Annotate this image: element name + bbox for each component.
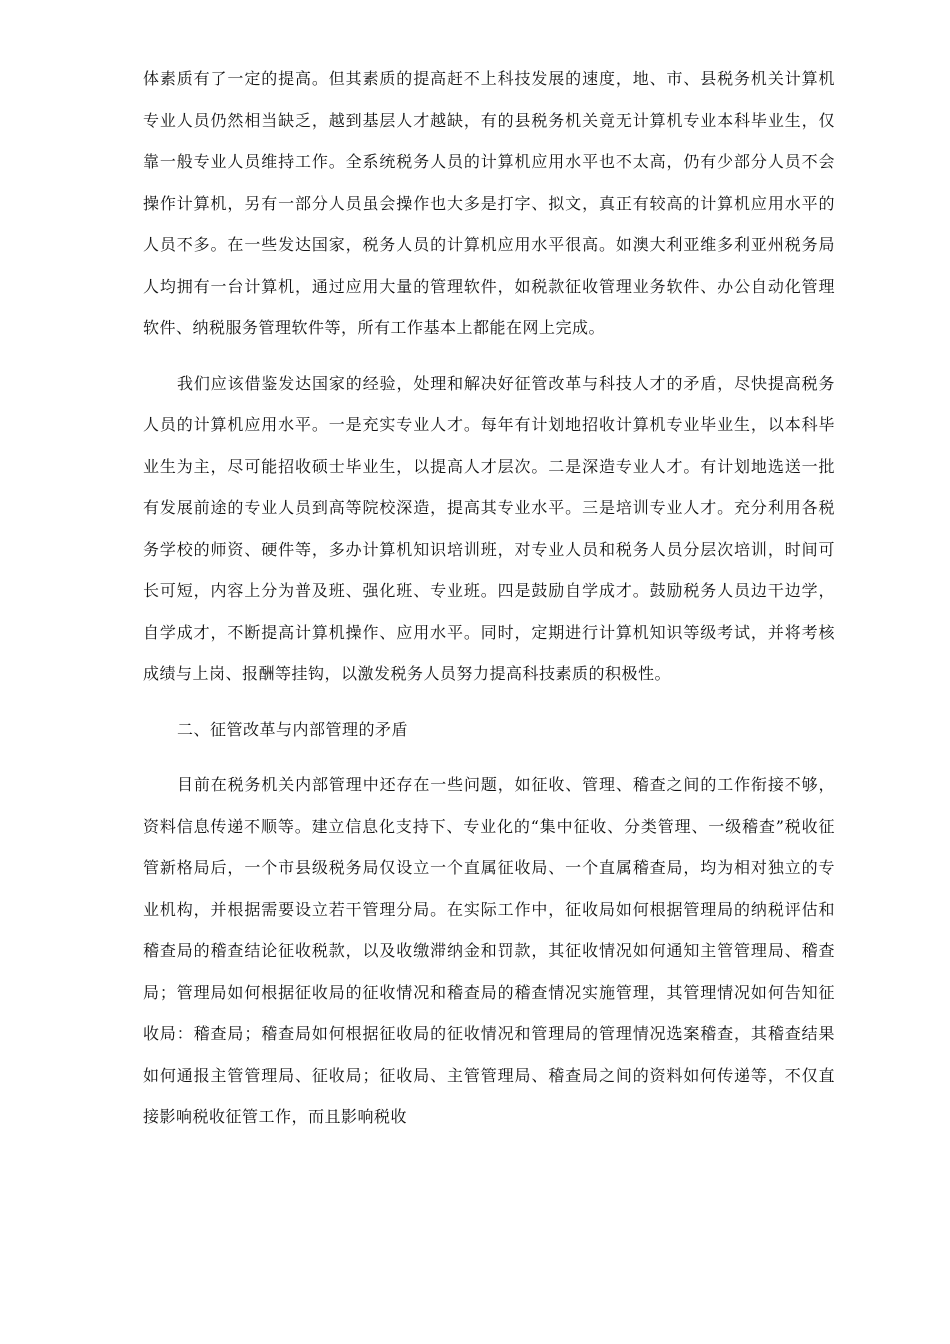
paragraph-talent-measures: 我们应该借鉴发达国家的经验，处理和解决好征管改革与科技人才的矛盾，尽快提高税务人员的计算机应用水平。一是充实专业人才。每年有计划地招收计算机专业毕业生，以本科毕业生为主，尽可能招收硕士毕业生，以提高人才层次。二是深造专业人才。有计划地选送一批有发展前途的专业人员到高等院校深造，提高其专业水平。三是培训专业人才。充分利用各税务学校的师资、硬件等，多办计算机知识培训班，对专业人员和税务人员分层次培训，时间可长可短，内容上分为普及班、强化班、专业班。四是鼓励自学成才。鼓励税务人员边干边学，自学成才，不断提高计算机操作、应用水平。同时，定期进行计算机知识等级考试，并将考核成绩与上岗、报酬等挂钩，以激发税务人员努力提高科技素质的积极性。 bbox=[143, 373, 835, 683]
paragraph-internal-management: 目前在税务机关内部管理中还存在一些问题，如征收、管理、稽查之间的工作衔接不够，资料信息传递不顺等。建立信息化支持下、专业化的“集中征收、分类管理、一级稽查”税收征管新格局后，一个市县级税务局仅设立一个直属征收局、一个直属稽查局，均为相对独立的专业机构，并根据需要设立若干管理分局。在实际工作中，征收局如何根据管理局的纳税评估和稽查局的稽查结论征收税款，以及收缴滞纳金和罚款，其征收情况如何通知主管管理局、稽查局；管理局如何根据征收局的征收情况和稽查局的稽查情况实施管理，其管理情况如何告知征收局：稽查局；稽查局如何根据征收局的征收情况和管理局的管理情况选案稽查，其稽查结果如何通报主管管理局、征收局；征收局、主管管理局、稽查局之间的资料如何传递等，不仅直接影响税收征管工作，而且影响税收 bbox=[143, 775, 835, 1126]
section-heading: 二、征管改革与内部管理的矛盾 bbox=[177, 719, 409, 739]
document-page bbox=[143, 58, 835, 1138]
paragraph-continuation: 体素质有了一定的提高。但其素质的提高赶不上科技发展的速度，地、市、县税务机关计算机专业人员仍然相当缺乏，越到基层人才越缺，有的县税务机关竟无计算机专业本科毕业生，仅靠一般专业人员维持工作。全系统税务人员的计算机应用水平也不太高，仍有少部分人员不会操作计算机，另有一部分人员虽会操作也大多是打字、拟文，真正有较高的计算机应用水平的人员不多。在一些发达国家，税务人员的计算机应用水平很高。如澳大利亚维多利亚州税务局人均拥有一台计算机，通过应用大量的管理软件，如税款征收管理业务软件、办公自动化管理软件、纳税服务管理软件等，所有工作基本上都能在网上完成。 bbox=[143, 69, 835, 337]
